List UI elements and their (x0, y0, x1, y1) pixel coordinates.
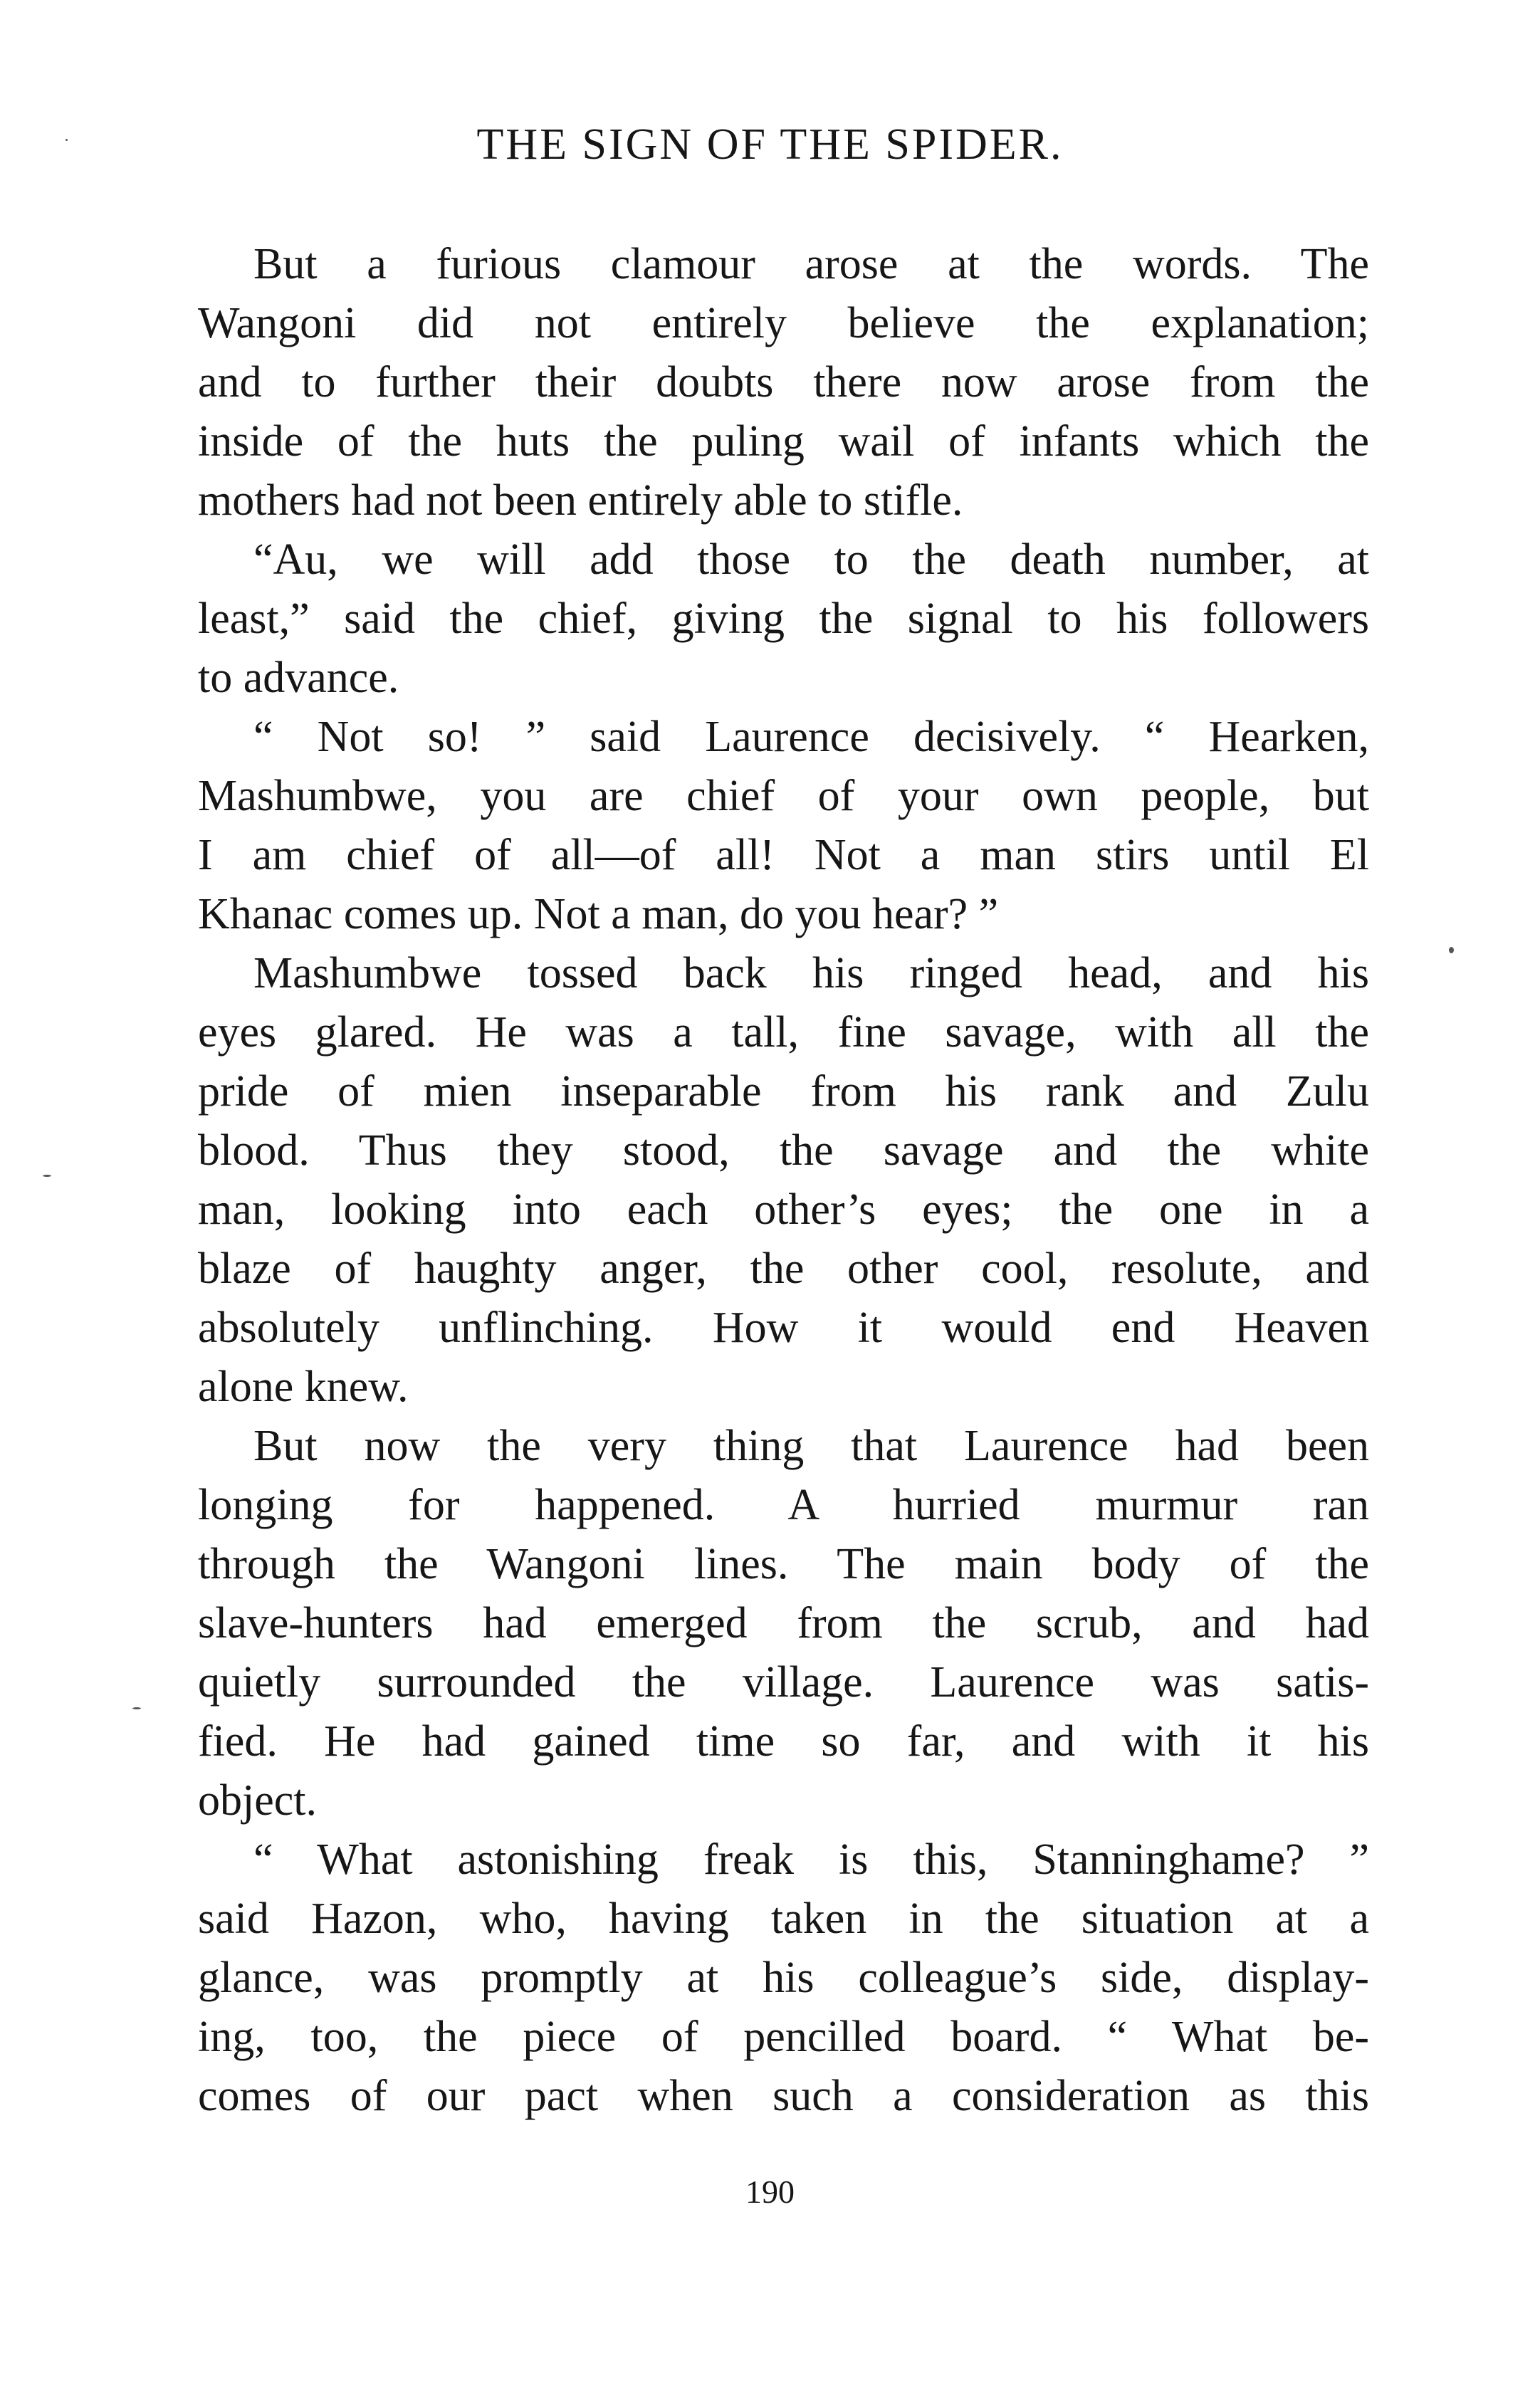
text-line: object. (198, 1776, 317, 1825)
text-line: inside of the huts the puling wail of infants which the (198, 417, 1369, 466)
text-line: alone knew. (198, 1363, 409, 1411)
text-line: Wangoni did not entirely believe the explanation; (198, 299, 1369, 347)
scan-speck (66, 139, 68, 141)
text-line: through the Wangoni lines. The main body of the (198, 1540, 1369, 1588)
text-line: “Au, we will add those to the death number, at (253, 535, 1369, 584)
text-line: But a furious clamour arose at the words. The (253, 240, 1369, 288)
running-title: THE SIGN OF THE SPIDER. (476, 120, 1064, 169)
text-line: ing, too, the piece of pencilled board. “ What be- (198, 2013, 1369, 2061)
text-line: slave-hunters had emerged from the scrub, and had (198, 1599, 1369, 1647)
text-line: blaze of haughty anger, the other cool, resolute, and (198, 1244, 1369, 1293)
body-text (198, 235, 1369, 2126)
text-line: absolutely unflinching. How it would end Heaven (198, 1304, 1369, 1352)
text-line: pride of mien inseparable from his rank and Zulu (198, 1067, 1369, 1116)
text-line: blood. Thus they stood, the savage and the white (198, 1126, 1369, 1175)
scan-speck (1449, 947, 1454, 953)
text-line: comes of our pact when such a consideration as this (198, 2072, 1369, 2120)
text-line: I am chief of all—of all! Not a man stirs until El (198, 831, 1369, 879)
text-line: Mashumbwe, you are chief of your own people, but (198, 772, 1369, 820)
text-line: mothers had not been entirely able to stifle. (198, 476, 963, 525)
text-line: longing for happened. A hurried murmur ran (198, 1481, 1369, 1529)
text-line: “ What astonishing freak is this, Stanninghame? ” (253, 1835, 1369, 1884)
text-line: least,” said the chief, giving the signal to his followers (198, 594, 1369, 643)
text-line: “ Not so! ” said Laurence decisively. “ Hearken, (253, 713, 1369, 761)
text-line: Mashumbwe tossed back his ringed head, and his (253, 949, 1369, 997)
scan-speck (43, 1175, 51, 1177)
text-line: quietly surrounded the village. Laurence was satis- (198, 1658, 1369, 1707)
page-number: 190 (745, 2174, 795, 2210)
text-line: But now the very thing that Laurence had been (253, 1422, 1369, 1470)
text-line: glance, was promptly at his colleague’s side, display- (198, 1954, 1369, 2002)
text-line: eyes glared. He was a tall, fine savage, with all the (198, 1008, 1369, 1057)
text-line: man, looking into each other’s eyes; the one in a (198, 1185, 1369, 1234)
scan-speck (132, 1707, 141, 1709)
text-line: and to further their doubts there now arose from the (198, 358, 1369, 407)
text-line: said Hazon, who, having taken in the situation at a (198, 1894, 1369, 1943)
text-line: to advance. (198, 654, 399, 702)
text-line: fied. He had gained time so far, and with it his (198, 1717, 1369, 1766)
text-line: Khanac comes up. Not a man, do you hear? ” (198, 890, 999, 938)
